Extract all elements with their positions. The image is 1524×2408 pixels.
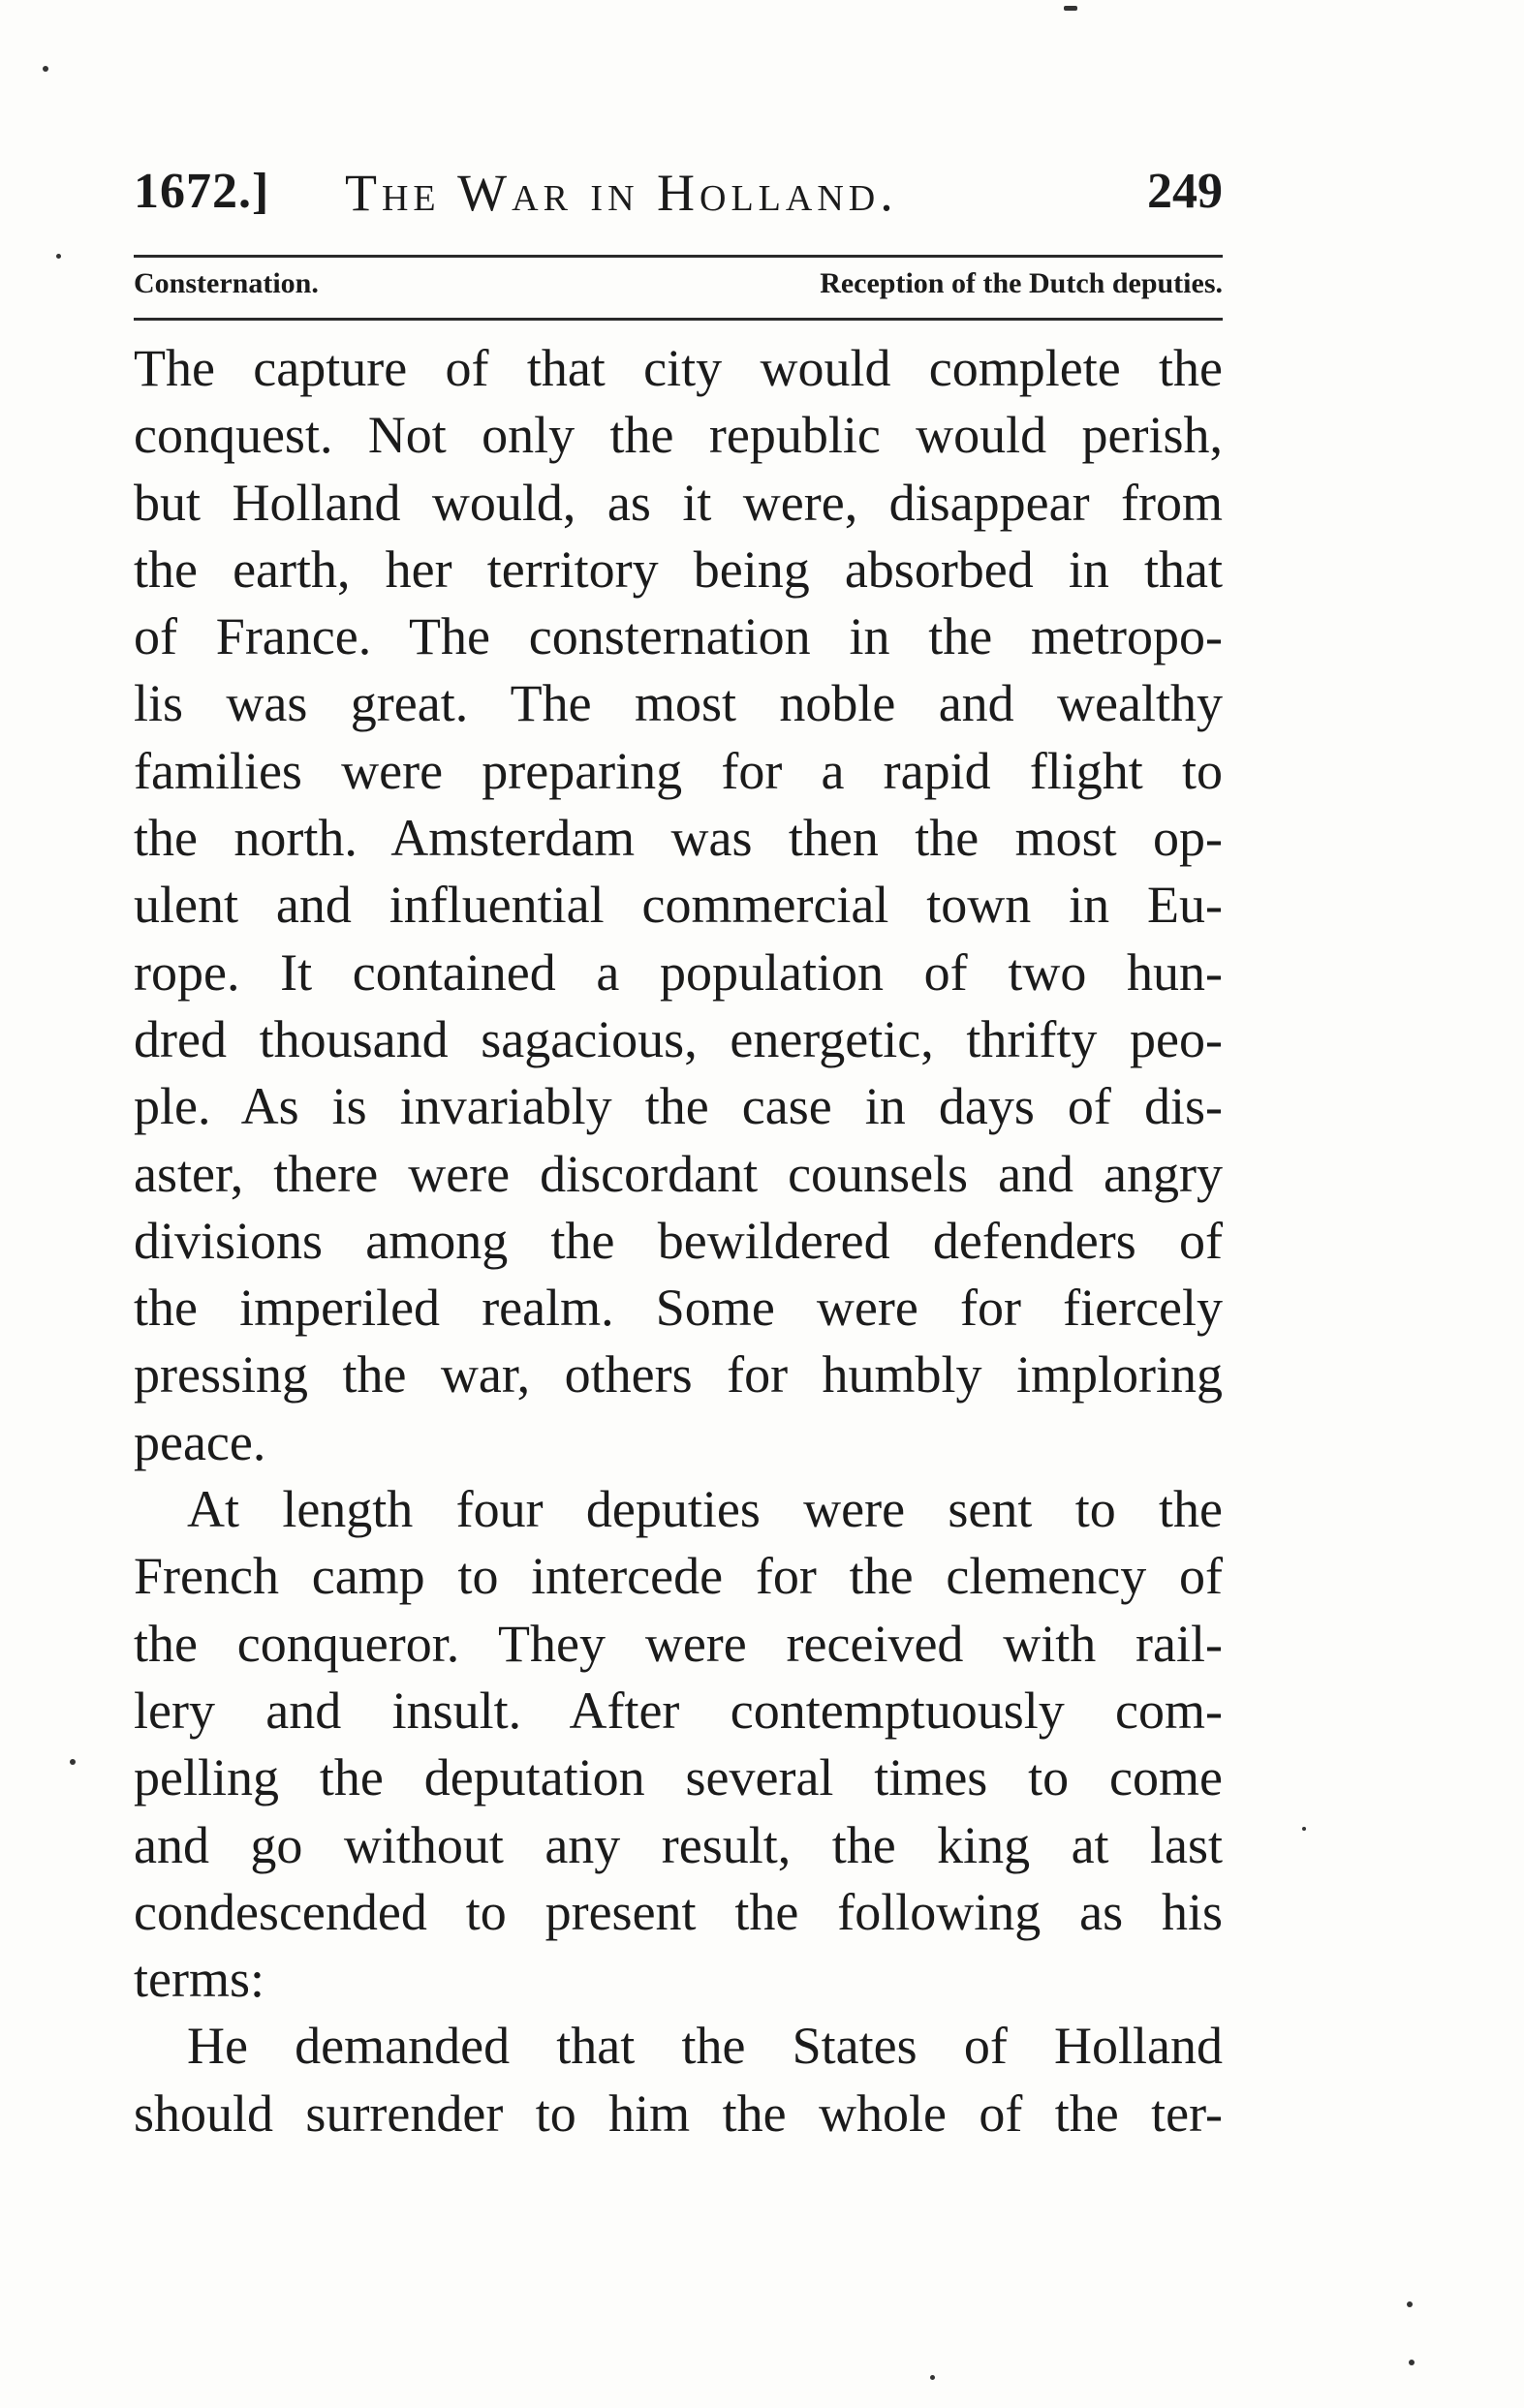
text-line: and go without any result, the king at last (134, 1815, 1223, 1874)
running-head-year: 1672.] (134, 164, 270, 219)
text-line: rope. It contained a population of two hun- (134, 942, 1223, 1002)
text-line: dred thousand sagacious, energetic, thrifty peo- (134, 1009, 1223, 1068)
scan-speck (1409, 2360, 1415, 2365)
text-line: The capture of that city would complete the (134, 339, 1223, 397)
text-line: pressing the war, others for humbly imploring (134, 1345, 1223, 1405)
text-line: but Holland would, as it were, disappear from (134, 473, 1223, 532)
text-line: He demanded that the States of Holland (187, 2017, 1223, 2076)
sidenote-left: Consternation. (134, 267, 319, 299)
body-text (134, 335, 1223, 2147)
scan-speck (43, 66, 48, 72)
text-line: condescended to present the following as his (134, 1882, 1223, 1941)
text-line: the imperiled realm. Some were for fiercely (134, 1279, 1223, 1338)
scan-speck (1302, 1827, 1306, 1831)
scan-speck (56, 254, 61, 259)
text-line: of France. The consternation in the metropo- (134, 607, 1223, 666)
text-line: conquest. Not only the republic would perish, (134, 406, 1223, 465)
text-line: lis was great. The most noble and wealthy (134, 674, 1223, 733)
text-line: ple. As is invariably the case in days of dis- (134, 1077, 1223, 1136)
text-line: ulent and influential commercial town in Eu- (134, 876, 1223, 935)
text-line: lery and insult. After contemptuously com- (134, 1681, 1223, 1740)
header-rule-top (134, 255, 1223, 258)
running-head-title: The War in Holland. (345, 164, 898, 222)
header-rule-bottom (134, 318, 1223, 321)
page-number: 249 (1147, 164, 1223, 219)
text-line: the earth, her territory being absorbed in that (134, 540, 1223, 599)
text-line: peace. (134, 1412, 266, 1471)
text-line: aster, there were discordant counsels and angry (134, 1144, 1223, 1203)
text-line: terms: (134, 1950, 264, 2009)
text-line: divisions among the bewildered defenders of (134, 1211, 1223, 1270)
text-line: pelling the deputation several times to come (134, 1748, 1223, 1807)
text-line: At length four deputies were sent to the (187, 1480, 1223, 1539)
scan-speck (70, 1759, 76, 1765)
sidenote-right: Reception of the Dutch deputies. (820, 267, 1223, 299)
scan-speck (930, 2375, 935, 2380)
text-line: should surrender to him the whole of the ter- (134, 2084, 1223, 2143)
running-head (134, 163, 1223, 231)
text-line: the conqueror. They were received with rail- (134, 1614, 1223, 1673)
text-line: French camp to intercede for the clemency of (134, 1547, 1223, 1606)
scan-speck (1064, 6, 1077, 11)
text-line: the north. Amsterdam was then the most op- (134, 809, 1223, 868)
text-line: families were preparing for a rapid flight to (134, 741, 1223, 800)
scan-speck (1407, 2301, 1413, 2307)
